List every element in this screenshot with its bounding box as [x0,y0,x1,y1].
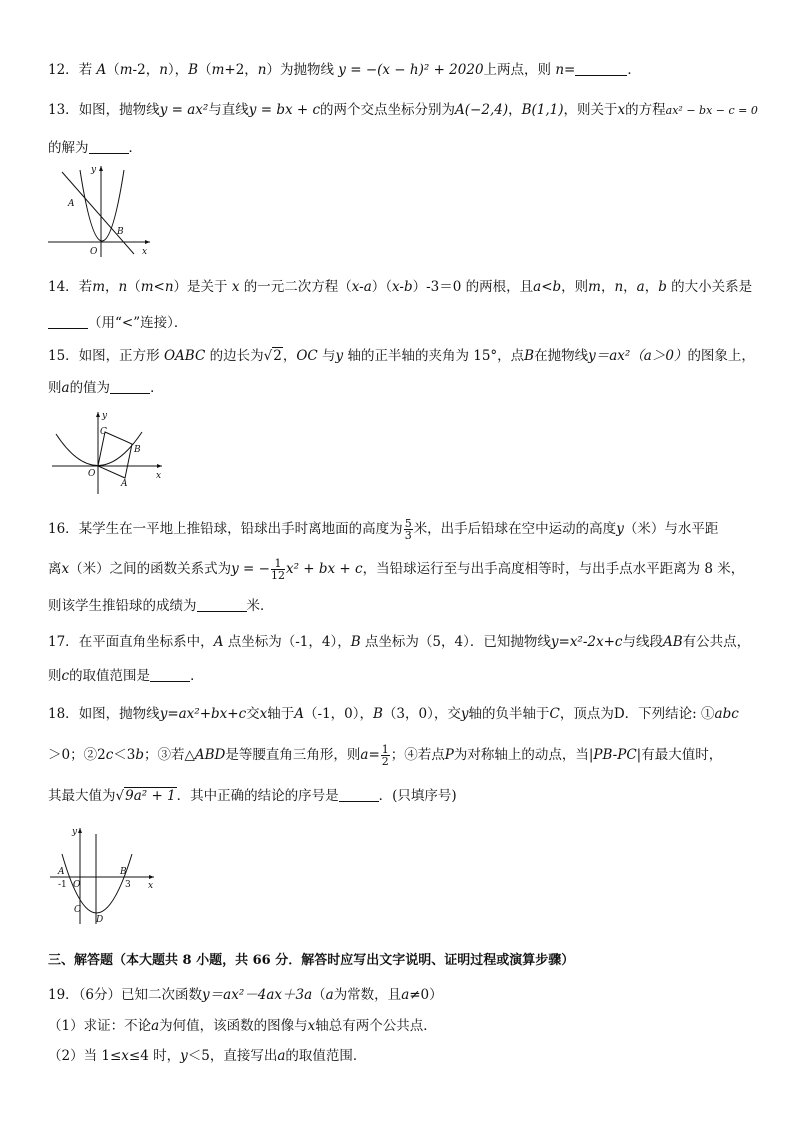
svg-text:y: y [102,411,108,421]
question-13: 13．如图，抛物线y = ax²与直线y = bx + c的两个交点坐标分别为A(−2,4)，B(1,1)，则关于x的方程ax² − bx − c = 0 [48,102,758,118]
svg-text:O: O [90,247,98,257]
question-19-part1: （1）求证：不论a为何值，该函数的图像与x轴总有两个公共点． [48,1018,437,1034]
svg-text:y: y [72,827,78,837]
answer-blank[interactable] [575,61,627,76]
section-title: 三、解答题（本大题共 8 小题，共 66 分．解答时应写出文字说明、证明过程或演算步骤） [48,953,575,968]
svg-text:x: x [156,471,162,481]
figure-18 [48,824,160,928]
svg-text:x: x [142,247,148,257]
svg-text:C: C [100,427,107,437]
answer-blank[interactable] [339,787,379,802]
square-OABC [98,432,132,478]
question-19-part2: （2）当 1≤x≤4 时，y＜5，直接写出a的取值范围． [48,1048,367,1064]
svg-text:A: A [121,479,128,489]
answer-blank[interactable] [110,379,150,394]
y-arrow [99,166,103,171]
question-14: 14．若m，n（m<n）是关于 x 的一元二次方程（x-a）（x-b）-3＝0 的两根，且a<b，则m，n，a，b 的大小关系是 [48,279,753,295]
svg-text:3: 3 [125,880,131,890]
svg-text:A: A [58,867,65,877]
question-16: 16．某学生在一平地上推铅球，铅球出手时离地面的高度为 $\frac{5}{3}$ 米，出手后铅球在空中运动的高度y（米）与水平距 [48,517,719,542]
x-arrow [149,875,154,879]
figure-15 [50,408,168,498]
svg-text:D: D [96,915,104,925]
x-arrow [157,464,162,468]
svg-text:-1: -1 [58,880,67,890]
answer-blank[interactable] [197,597,247,612]
question-18-line2: ＞0；②2c＜3b；③若△ABD是等腰直角三角形，则a= $\frac{1}{2}$ ；④若点P为对称轴上的动点，当|PB-PC|有最大值时， [48,743,723,768]
svg-text:O: O [88,469,96,479]
question-19: 19．（6分）已知二次函数y＝ax²－4ax＋3a（a为常数，且a≠0） [48,987,443,1003]
svg-text:B: B [134,445,141,455]
svg-text:O: O [73,880,81,890]
figure-13 [46,162,156,262]
question-12: 12．若 A（m-2，n），B（m+2，n）为抛物线 y = −(x − h)² + 2020上两点，则 n= ． [48,62,641,78]
svg-text:B: B [117,227,124,237]
question-15-line2: 则a的值为 ． [48,380,164,396]
fraction: $\frac{1}{2}$ [381,743,389,768]
svg-text:y: y [91,165,97,175]
question-18: 18．如图，抛物线y=ax²+bx+c交x轴于A（-1，0），B（3，0），交y轴的负半轴于C，顶点为D．下列结论: ①abc [48,706,739,722]
answer-blank[interactable] [89,139,129,154]
question-14-line2: （用“<”连接）． [48,313,187,333]
question-17-line2: 则c的取值范围是 ． [48,668,204,684]
svg-text:x: x [148,881,154,891]
formula: y = −(x − h)² + 2020 [338,62,484,78]
svg-text:C: C [74,905,81,915]
question-13-line2: 的解为 ． [48,140,142,156]
answer-blank[interactable] [48,314,88,329]
svg-text:A: A [68,199,75,209]
answer-blank[interactable] [150,667,190,682]
fraction: $\frac{1}{12}$ [270,557,285,582]
question-17: 17．在平面直角坐标系中，A 点坐标为（-1，4），B 点坐标为（5，4）．已知抛物线y=x²-2x+c与线段AB有公共点， [48,634,751,650]
question-18-line3: 其最大值为√9a² + 1．其中正确的结论的序号是 ．(只填序号) [48,788,457,804]
x-arrow [145,240,150,244]
y-arrow [96,412,100,417]
question-16-line2: 离x（米）之间的函数关系式为y = − $\frac{1}{12}$ x² + bx + c，当铅球运行至与出手高度相等时，与出手点水平距离为 8 米， [48,557,745,582]
question-15: 15．如图，正方形 OABC 的边长为√2，OC 与y 轴的正半轴的夹角为 15°，点B在抛物线y＝ax²（a＞0）的图象上， [48,348,755,364]
question-16-line3: 则该学生推铅球的成绩为 米． [48,598,274,614]
fraction: $\frac{5}{3}$ [404,517,412,542]
svg-text:B: B [120,867,127,877]
y-arrow [78,828,82,833]
